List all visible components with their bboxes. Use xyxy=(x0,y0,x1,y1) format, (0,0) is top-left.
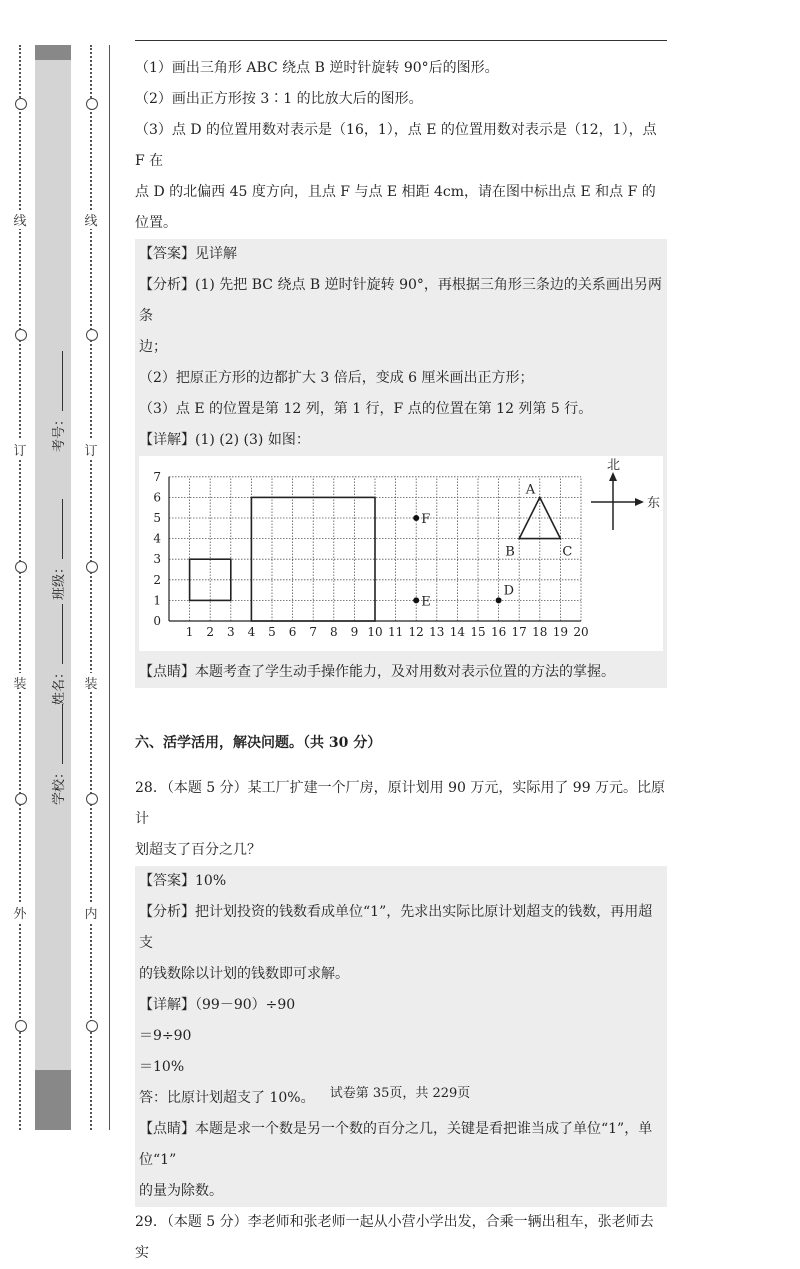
section-title: 六、活学活用，解决问题。（共 30 分） xyxy=(135,735,382,751)
east-arrow-icon xyxy=(635,498,644,506)
x-tick-label: 4 xyxy=(247,625,256,639)
y-tick-label: 1 xyxy=(153,593,161,608)
label-c: C xyxy=(562,544,573,560)
y-tick-label: 4 xyxy=(153,531,161,546)
binding-hole-circle xyxy=(86,98,98,110)
question-part-1: （1）画出三角形 ABC 绕点 B 逆时针旋转 90°后的图形。 xyxy=(135,60,499,76)
x-tick-label: 1 xyxy=(185,625,194,639)
comment-line: 的量为除数。 xyxy=(139,1183,223,1199)
field-school: 学校： xyxy=(48,704,67,805)
field-name: 姓名： xyxy=(48,604,67,705)
binding-hole-circle xyxy=(15,329,27,341)
step-line: ＝9÷90 xyxy=(139,1028,192,1044)
y-tick-label: 6 xyxy=(153,490,161,505)
analysis-line: （3）点 E 的位置是第 12 列，第 1 行，F 点的位置在第 12 列第 5 行。 xyxy=(139,401,593,417)
grid-figure-svg xyxy=(139,456,663,651)
compass-north-label: 北 xyxy=(607,458,621,473)
analysis-line: 【分析】把计划投资的钱数看成单位“1”，先求出实际比原计划超支的钱数，再用超支 xyxy=(139,904,653,951)
x-tick-label: 11 xyxy=(387,625,404,639)
x-tick-label: 20 xyxy=(573,625,589,639)
q28-text: 划超支了百分之几？ xyxy=(135,842,261,858)
x-tick-label: 9 xyxy=(350,625,359,639)
q29-text: 29．（本题 5 分）李老师和张老师一起从小营小学出发，合乘一辆出租车，张老师去实 xyxy=(135,1214,654,1261)
label-d: D xyxy=(503,583,515,599)
binding-hole-circle xyxy=(15,561,27,573)
comment-line: 【点睛】本题考查了学生动手操作能力，及对用数对表示位置的方法的掌握。 xyxy=(139,664,615,680)
binding-hole-circle xyxy=(86,329,98,341)
label-e: E xyxy=(421,594,431,610)
detail-line: 【详解】(1) (2) (3) 如图： xyxy=(139,432,310,448)
outer-mark-xian: 线 xyxy=(12,210,28,229)
field-exam-number: 考号： xyxy=(48,351,67,452)
y-tick-label: 0 xyxy=(153,614,161,628)
x-tick-label: 16 xyxy=(490,625,507,639)
inner-mark-zhuang: 装 xyxy=(83,673,99,692)
y-tick-label: 2 xyxy=(153,572,161,587)
compass-east-label: 东 xyxy=(647,496,661,511)
original-square xyxy=(190,559,231,600)
outer-mark-wai: 外 xyxy=(12,903,28,922)
label-b: B xyxy=(505,544,515,560)
label-f: F xyxy=(421,512,431,527)
x-tick-label: 6 xyxy=(288,625,297,639)
binding-hole-circle xyxy=(15,793,27,805)
x-tick-label: 7 xyxy=(309,625,318,639)
x-tick-label: 17 xyxy=(511,625,527,639)
x-tick-label: 5 xyxy=(268,625,276,639)
question-part-3b: 点 D 的北偏西 45 度方向，且点 F 与点 E 相距 4cm，请在图中标出点 E 和点 F 的位置。 xyxy=(135,184,656,231)
inner-dotted-line xyxy=(85,45,97,1130)
question-part-2: （2）画出正方形按 3∶1 的比放大后的图形。 xyxy=(135,91,423,107)
analysis-line: 的钱数除以计划的钱数即可求解。 xyxy=(139,966,349,982)
analysis-line: 【分析】(1) 先把 BC 绕点 B 逆时针旋转 90°，再根据三角形三条边的关系画出另两条 xyxy=(139,277,662,324)
point-e xyxy=(413,597,419,603)
x-tick-label: 18 xyxy=(532,625,548,639)
outer-mark-ding: 订 xyxy=(12,440,28,459)
field-class: 班级： xyxy=(48,499,67,600)
outer-mark-zhuang: 装 xyxy=(12,673,28,692)
inner-mark-ding: 订 xyxy=(83,440,99,459)
x-tick-label: 10 xyxy=(367,625,383,639)
outer-dotted-line xyxy=(14,45,26,1130)
q28-text: 28．（本题 5 分）某工厂扩建一个厂房，原计划用 90 万元，实际用了 99 万元。比原计 xyxy=(135,780,666,827)
binding-hole-circle xyxy=(86,561,98,573)
answer-box-27 xyxy=(135,239,667,688)
question-part-3a: （3）点 D 的位置用数对表示是（16，1），点 E 的位置用数对表示是（12，1），点 F 在 xyxy=(135,122,657,169)
point-d xyxy=(496,597,502,603)
y-tick-label: 7 xyxy=(153,469,161,484)
analysis-line: 边； xyxy=(139,339,167,355)
step-line: ＝10% xyxy=(139,1059,185,1075)
page-footer: 试卷第 35页，共 229页 xyxy=(329,1086,471,1101)
top-rule xyxy=(135,40,667,41)
x-tick-label: 19 xyxy=(552,625,569,639)
inner-mark-xian: 线 xyxy=(83,210,99,229)
binding-hole-circle xyxy=(86,793,98,805)
point-f xyxy=(413,515,419,521)
comment-line: 【点睛】本题是求一个数是另一个数的百分之几，关键是看把谁当成了单位“1”，单位“1” xyxy=(139,1121,653,1168)
conclusion-line: 答：比原计划超支了 10%。 xyxy=(139,1090,315,1106)
x-tick-label: 13 xyxy=(429,625,445,639)
analysis-line: （2）把原正方形的边都扩大 3 倍后，变成 6 厘米画出正方形； xyxy=(139,370,534,386)
x-tick-label: 3 xyxy=(226,625,235,639)
binding-rule xyxy=(109,45,110,1130)
detail-line: 【详解】（99－90）÷90 xyxy=(139,997,296,1013)
binding-hole-circle xyxy=(15,1020,27,1032)
x-tick-label: 8 xyxy=(329,625,338,639)
binding-hole-circle xyxy=(15,98,27,110)
north-arrow-icon xyxy=(609,472,617,481)
answer-line: 【答案】10% xyxy=(139,873,227,889)
answer-line: 【答案】见详解 xyxy=(139,246,237,262)
x-tick-label: 12 xyxy=(408,625,424,639)
grid-figure xyxy=(139,456,663,651)
x-tick-label: 14 xyxy=(449,625,466,639)
y-tick-label: 5 xyxy=(153,511,161,525)
binding-hole-circle xyxy=(86,1020,98,1032)
x-tick-label: 15 xyxy=(470,625,486,639)
inner-mark-nei: 内 xyxy=(83,903,99,922)
y-tick-label: 3 xyxy=(153,552,161,567)
answer-box-28 xyxy=(135,866,667,1207)
label-a: A xyxy=(525,482,536,498)
x-tick-label: 2 xyxy=(206,625,215,639)
